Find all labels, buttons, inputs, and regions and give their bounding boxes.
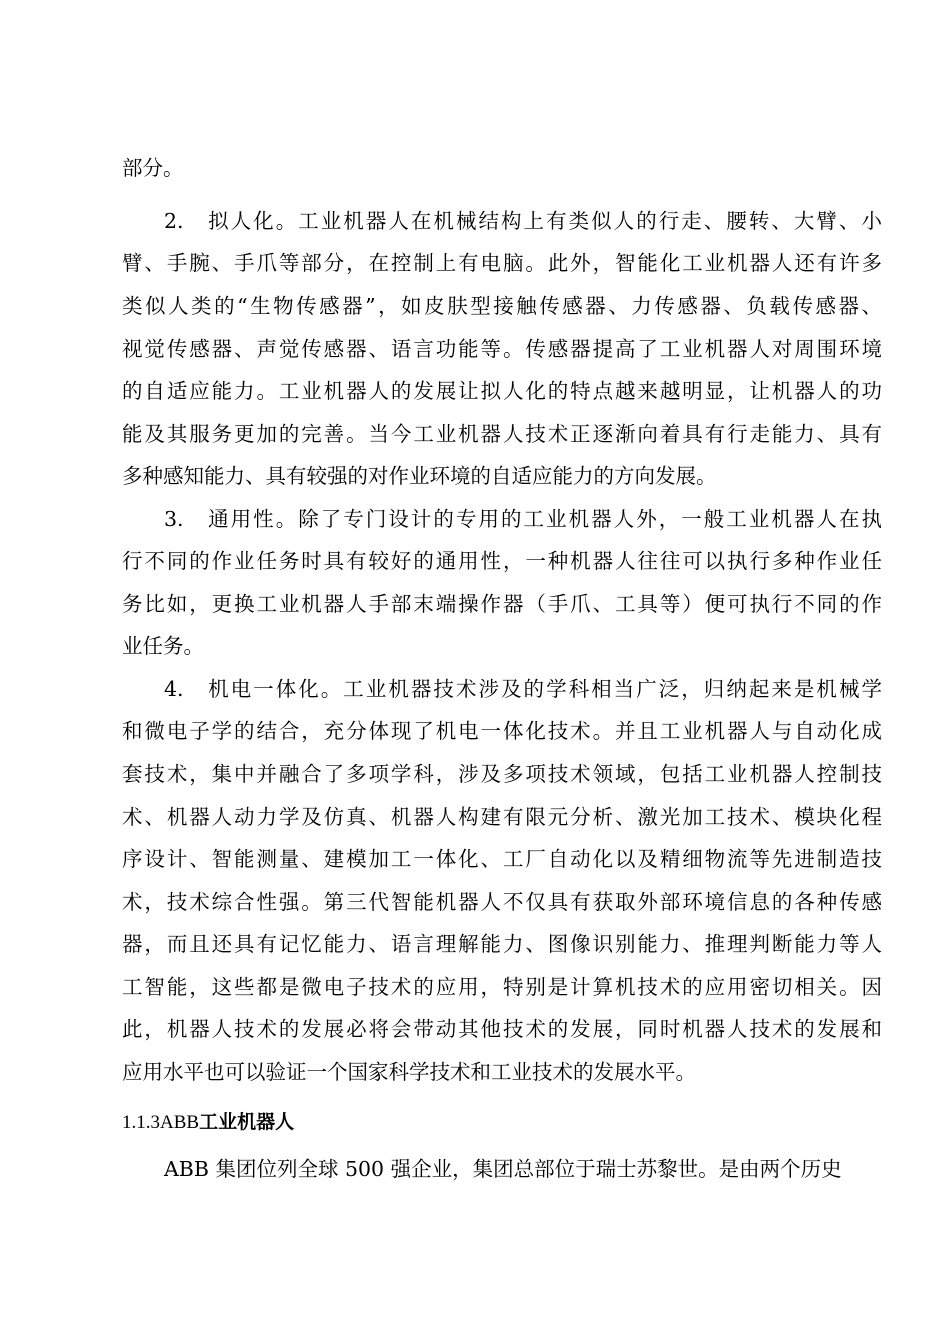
paragraph-line: 序设计、智能测量、建模加工一体化、工厂自动化以及精细物流等先进制造技 bbox=[122, 847, 882, 871]
paragraph-line: 行不同的作业任务时具有较好的通用性，一种机器人往往可以执行多种作业任 bbox=[122, 549, 882, 573]
list-item-3-line: 3. 通用性。除了专门设计的专用的工业机器人外，一般工业机器人在执 bbox=[164, 507, 882, 531]
paragraph-line: 术、机器人动力学及仿真、机器人构建有限元分析、激光加工技术、模块化程 bbox=[122, 805, 882, 829]
paragraph-line: 类似人类的“生物传感器”，如皮肤型接触传感器、力传感器、负载传感器、 bbox=[122, 294, 882, 318]
paragraph-line: 器，而且还具有记忆能力、语言理解能力、图像识别能力、推理判断能力等人 bbox=[122, 932, 882, 956]
paragraph-line: 的自适应能力。工业机器人的发展让拟人化的特点越来越明显，让机器人的功 bbox=[122, 379, 882, 403]
paragraph-line: 能及其服务更加的完善。当今工业机器人技术正逐渐向着具有行走能力、具有 bbox=[122, 422, 882, 446]
section-heading bbox=[122, 1109, 294, 1136]
paragraph-line: 应用水平也可以验证一个国家科学技术和工业技术的发展水平。 bbox=[122, 1060, 696, 1084]
paragraph-line: 和微电子学的结合，充分体现了机电一体化技术。并且工业机器人与自动化成 bbox=[122, 719, 882, 743]
paragraph-line: 视觉传感器、声觉传感器、语言功能等。传感器提高了工业机器人对周围环境 bbox=[122, 337, 882, 361]
paragraph-line: 臂、手腕、手爪等部分，在控制上有电脑。此外，智能化工业机器人还有许多 bbox=[122, 251, 882, 275]
paragraph-line: ABB 集团位列全球 500 强企业，集团总部位于瑞士苏黎世。是由两个历史 bbox=[164, 1157, 842, 1181]
list-item-2-line: 2. 拟人化。工业机器人在机械结构上有类似人的行走、腰转、大臂、小 bbox=[164, 209, 882, 233]
paragraph-line: 业任务。 bbox=[122, 634, 204, 658]
paragraph-line: 部分。 bbox=[122, 156, 184, 180]
paragraph-line: 此，机器人技术的发展必将会带动其他技术的发展，同时机器人技术的发展和 bbox=[122, 1017, 882, 1041]
list-item-4-line: 4. 机电一体化。工业机器技术涉及的学科相当广泛，归纳起来是机械学 bbox=[164, 677, 882, 701]
section-title: 工业机器人 bbox=[199, 1111, 295, 1133]
paragraph-line: 多种感知能力、具有较强的对作业环境的自适应能力的方向发展。 bbox=[122, 464, 717, 488]
paragraph-line: 工智能，这些都是微电子技术的应用，特别是计算机技术的应用密切相关。因 bbox=[122, 975, 882, 999]
section-number: 1.1.3ABB bbox=[122, 1112, 200, 1133]
paragraph-line: 套技术，集中并融合了多项学科，涉及多项技术领域，包括工业机器人控制技 bbox=[122, 762, 882, 786]
paragraph-line: 术，技术综合性强。第三代智能机器人不仅具有获取外部环境信息的各种传感 bbox=[122, 890, 882, 914]
paragraph-line: 务比如，更换工业机器人手部末端操作器（手爪、工具等）便可执行不同的作 bbox=[122, 592, 882, 616]
